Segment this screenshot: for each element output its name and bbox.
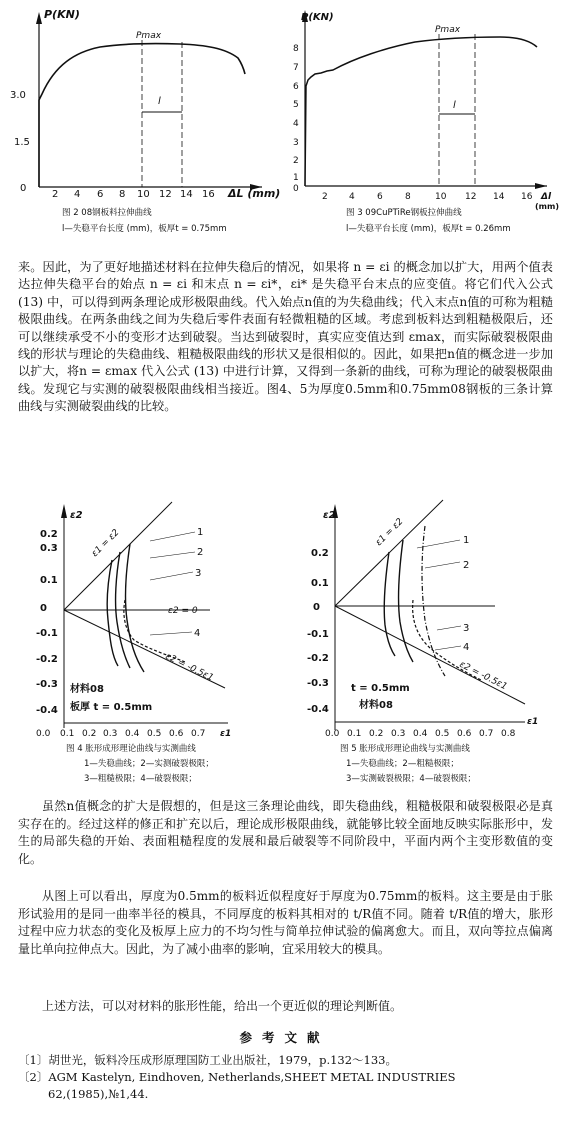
fig4-leader-4	[150, 632, 192, 635]
references-list	[18, 1052, 558, 1103]
fig4-y-axis-label: ε2	[70, 510, 83, 521]
fig4-xtick: 0.2	[82, 729, 97, 739]
fig5-xtick: 0.0	[325, 729, 340, 739]
fig2-xtick: 12	[159, 189, 172, 200]
fig4-xtick: 0.6	[169, 729, 184, 739]
fig4-caption: 图 4 胀形成形理论曲线与实测曲线	[66, 744, 196, 754]
fig4-curve-label-4: 4	[194, 628, 201, 639]
fig3-l-label: l	[453, 100, 456, 111]
fig4-ytick: 0	[40, 603, 47, 614]
fig4-ytick: 0.2	[40, 529, 58, 540]
body-paragraph-4	[18, 998, 553, 1016]
fig3-ytick: 0	[293, 184, 299, 194]
fig3-ytick: 4	[293, 119, 299, 129]
fig3-ytick: 3	[293, 138, 299, 148]
fig5-xtick: 0.2	[369, 729, 384, 739]
body-paragraph-1	[18, 259, 553, 493]
fig5-ytick: 0.2	[311, 548, 329, 559]
fig3-xtick: 4	[349, 192, 355, 202]
fig2-xtick: 6	[97, 189, 104, 200]
fig2-ytick-15: 1.5	[14, 137, 30, 148]
fig4-xtick: 0.3	[103, 729, 118, 739]
fig3-pmax-label: Pmax	[435, 25, 461, 35]
fig3-y-axis-label: P(KN)	[301, 12, 334, 23]
fig4-upper-line-label: ε1 = ε2	[90, 527, 122, 560]
fig5-xtick: 0.6	[457, 729, 472, 739]
reference-2: 〔2〕AGM Kastelyn, Eindhoven, Netherlands,SHEET METAL INDUSTRIES	[18, 1070, 456, 1084]
fig4-ytick: -0.1	[36, 628, 58, 639]
fig5-xtick: 0.4	[413, 729, 428, 739]
figure-3-chart	[285, 0, 569, 220]
fig4-ytick: 0.1	[40, 575, 58, 586]
fig3-load-curve	[305, 37, 537, 186]
fig3-xtick: 8	[405, 192, 411, 202]
fig5-ytick: -0.2	[307, 653, 329, 664]
fig3-ytick: 8	[293, 44, 299, 54]
fig4-caption-legend-2: 3—粗糙极限；4—破裂极限；	[84, 774, 197, 784]
fig5-xtick: 0.8	[501, 729, 516, 739]
figure-4-chart	[0, 490, 290, 745]
fig5-leader-2	[425, 562, 460, 568]
fig3-ytick: 2	[293, 156, 299, 166]
fig4-leader-2	[150, 552, 195, 558]
fig3-x-axis-unit: (mm)	[535, 202, 559, 211]
fig4-leader-1	[150, 532, 195, 541]
fig2-pmax-label: Pmax	[136, 31, 162, 41]
fig5-y-axis-label: ε2	[323, 510, 336, 521]
fig4-zero-line-label: ε2 = 0	[168, 606, 198, 616]
fig3-xtick: 12	[465, 192, 477, 202]
paragraph-text: 虽然n值概念的扩大是假想的，但是这三条理论曲线，即失稳曲线，粗糙极限和破裂极限必是真实存在的。经过这样的修正和扩充以后，理论成形极限曲线，就能够比较全面地反映实际胀形中，发生的局部失稳的开始、表面粗糙程度的发展和最后破裂等不同阶段中，平面内两个主变形数值的变化。	[18, 799, 553, 866]
fig4-x-ticks	[36, 729, 205, 739]
fig3-ytick: 1	[293, 173, 299, 183]
fig3-y-ticks	[293, 44, 299, 194]
fig5-leader-4	[435, 646, 461, 650]
fig4-thickness-label: 板厚 t = 0.5mm	[70, 702, 153, 713]
fig3-xtick: 14	[493, 192, 505, 202]
fig2-x-ticks	[52, 189, 215, 200]
figure-2-chart	[0, 0, 290, 205]
fig5-curve-1	[384, 552, 395, 656]
body-paragraph-3	[18, 888, 553, 958]
fig3-xtick: 10	[435, 192, 447, 202]
paragraph-text: 上述方法，可以对材料的胀形性能，给出一个更近似的理论判断值。	[42, 999, 403, 1013]
fig5-caption-legend-1: 1—失稳曲线；2—粗糙极限；	[346, 759, 459, 769]
fig2-l-label: l	[158, 96, 161, 107]
fig4-lower-line-label: ε2 = -0.5ε1	[163, 651, 215, 684]
fig5-curve-label-2: 2	[463, 560, 470, 571]
fig5-upper-line-label: ε1 = ε2	[374, 516, 406, 549]
fig5-leader-1	[417, 540, 460, 548]
fig5-caption-legend-2: 3—实测破裂极限；4—破裂极限；	[346, 774, 476, 784]
fig5-ytick: 0.1	[311, 578, 329, 589]
references-heading: 参考文献	[239, 1030, 330, 1045]
fig3-x-ticks	[322, 192, 533, 202]
fig4-curve-3	[126, 544, 144, 672]
fig5-xtick: 0.7	[479, 729, 494, 739]
fig3-xtick: 2	[322, 192, 328, 202]
fig5-x-axis-label: ε1	[527, 717, 539, 727]
fig5-lower-line-label: ε2 = -0.5ε1	[457, 659, 509, 693]
fig2-xtick: 4	[74, 189, 81, 200]
fig2-y-axis-label: P(KN)	[44, 8, 80, 21]
reference-2-cont: 62,(1985),№1,44.	[48, 1087, 149, 1101]
fig3-ytick: 5	[293, 100, 299, 110]
fig4-leader-3	[150, 572, 193, 580]
fig4-ytick: -0.4	[36, 705, 58, 716]
fig3-x-axis-label: Δl	[541, 192, 552, 202]
fig2-caption: 图 2 08钢板料拉伸曲线	[62, 208, 152, 218]
fig3-xtick: 6	[377, 192, 383, 202]
fig4-y-ticks	[36, 529, 58, 716]
fig5-caption: 图 5 胀形成形理论曲线与实测曲线	[340, 744, 470, 754]
fig2-xtick: 2	[52, 189, 59, 200]
fig5-ytick: -0.1	[307, 629, 329, 640]
fig2-x-axis-label: ΔL (mm)	[228, 187, 281, 200]
fig3-xtick: 16	[521, 192, 533, 202]
fig4-curve-label-2: 2	[197, 547, 204, 558]
paragraph-text: 从图上可以看出，厚度为0.5mm的板料近似程度好于厚度为0.75mm的板料。这主要是由于胀形试验用的是同一曲率半径的模具，不同厚度的板料其相对的 t/R值不同。随着 t/R值的增大，胀形过程中应力状态的变化及板厚上应力的不均匀性与简单拉伸试验的偏离愈大。而且，双向等拉点偏离量比单向拉伸点大。因此，为了减小曲率的影响，宜采用较大的模具。	[18, 889, 553, 956]
fig4-curve-label-3: 3	[195, 568, 202, 579]
fig5-leader-3	[437, 626, 461, 630]
fig5-xtick: 0.5	[435, 729, 450, 739]
fig5-thickness-label: t = 0.5mm	[351, 683, 410, 694]
fig4-material-label: 材料08	[70, 684, 104, 695]
fig2-xtick: 14	[180, 189, 193, 200]
fig5-material-label: 材料08	[359, 700, 393, 711]
body-paragraph-2	[18, 798, 553, 868]
fig5-ytick: -0.3	[307, 678, 329, 689]
fig3-ytick: 6	[293, 82, 299, 92]
fig2-ytick-3: 3.0	[10, 90, 26, 101]
fig3-ytick: 7	[293, 63, 299, 73]
fig2-ytick-0: 0	[20, 183, 27, 194]
fig5-ytick: 0	[313, 602, 320, 613]
fig4-xtick: 0.7	[191, 729, 206, 739]
fig4-xtick: 0.5	[147, 729, 162, 739]
fig5-curve-2	[399, 540, 413, 662]
fig3-caption-legend: l—失稳平台长度 (mm)，板厚t = 0.26mm	[346, 224, 511, 234]
fig5-curve-label-1: 1	[463, 535, 470, 546]
fig3-caption: 图 3 09CuPTiRe钢板拉伸曲线	[346, 208, 462, 218]
fig4-ytick: -0.2	[36, 654, 58, 665]
fig5-curve-label-3: 3	[463, 623, 470, 634]
fig4-ytick: 0.3	[40, 543, 58, 554]
fig4-xtick: 0.0	[36, 729, 51, 739]
fig2-xtick: 8	[119, 189, 126, 200]
fig5-curve-label-4: 4	[463, 642, 470, 653]
fig4-ytick: -0.3	[36, 679, 58, 690]
fig4-xtick: 0.4	[125, 729, 140, 739]
fig4-curve-label-1: 1	[197, 527, 204, 538]
fig5-x-ticks	[325, 729, 516, 739]
fig2-xtick: 16	[202, 189, 215, 200]
fig4-caption-legend-1: 1—失稳曲线；2—实测破裂极限；	[84, 759, 214, 769]
fig2-xtick: 10	[137, 189, 150, 200]
paragraph-text: 来。因此，为了更好地描述材料在拉伸失稳后的情况，如果将 n = εi 的概念加以扩大，用两个值表达拉伸失稳平台的始点 n = εi 和末点 n = εi*，εi* 是失稳平台末点的应变值。将它们代入公式 (13) 中，可以得到两条理论成形极限曲线。代入始点n值的为失稳曲线；代入末点n值的可称为粗糙极限曲线。在两条曲线之间为失稳后零件表面有轻微粗糙的区域。考虑到板料达到粗糙极限后，还可以继续承受不小的变形才达到破裂。当达到破裂时，真实应变值达到 εmax，而实际破裂极限曲线的形状与理论的失稳曲线、粗糙极限曲线的形状又是很相似的。因此，如果把n值的概念进一步加以扩大，将n = εmax 代入公式 (13) 中进行计算，又得到一条新的曲线，可称为理论的破裂极限曲线。发现它与实测的破裂极限曲线相当接近。图4、5为厚度0.5mm和0.75mm08钢板的三条计算曲线与实测破裂曲线的比较。	[18, 260, 553, 414]
reference-1: 〔1〕胡世光，钣料冷压成形原理国防工业出版社，1979，p.132～133。	[18, 1053, 397, 1067]
figure-5-chart	[285, 490, 569, 745]
fig2-caption-legend: l—失稳平台长度 (mm)，板厚t = 0.75mm	[62, 224, 227, 234]
fig5-xtick: 0.3	[391, 729, 406, 739]
fig4-xtick: 0.1	[60, 729, 75, 739]
fig5-curve-3	[422, 526, 445, 676]
fig4-x-axis-label: ε1	[220, 729, 232, 739]
fig5-xtick: 0.1	[347, 729, 362, 739]
fig5-y-ticks	[307, 548, 329, 715]
fig5-ytick: -0.4	[307, 704, 329, 715]
